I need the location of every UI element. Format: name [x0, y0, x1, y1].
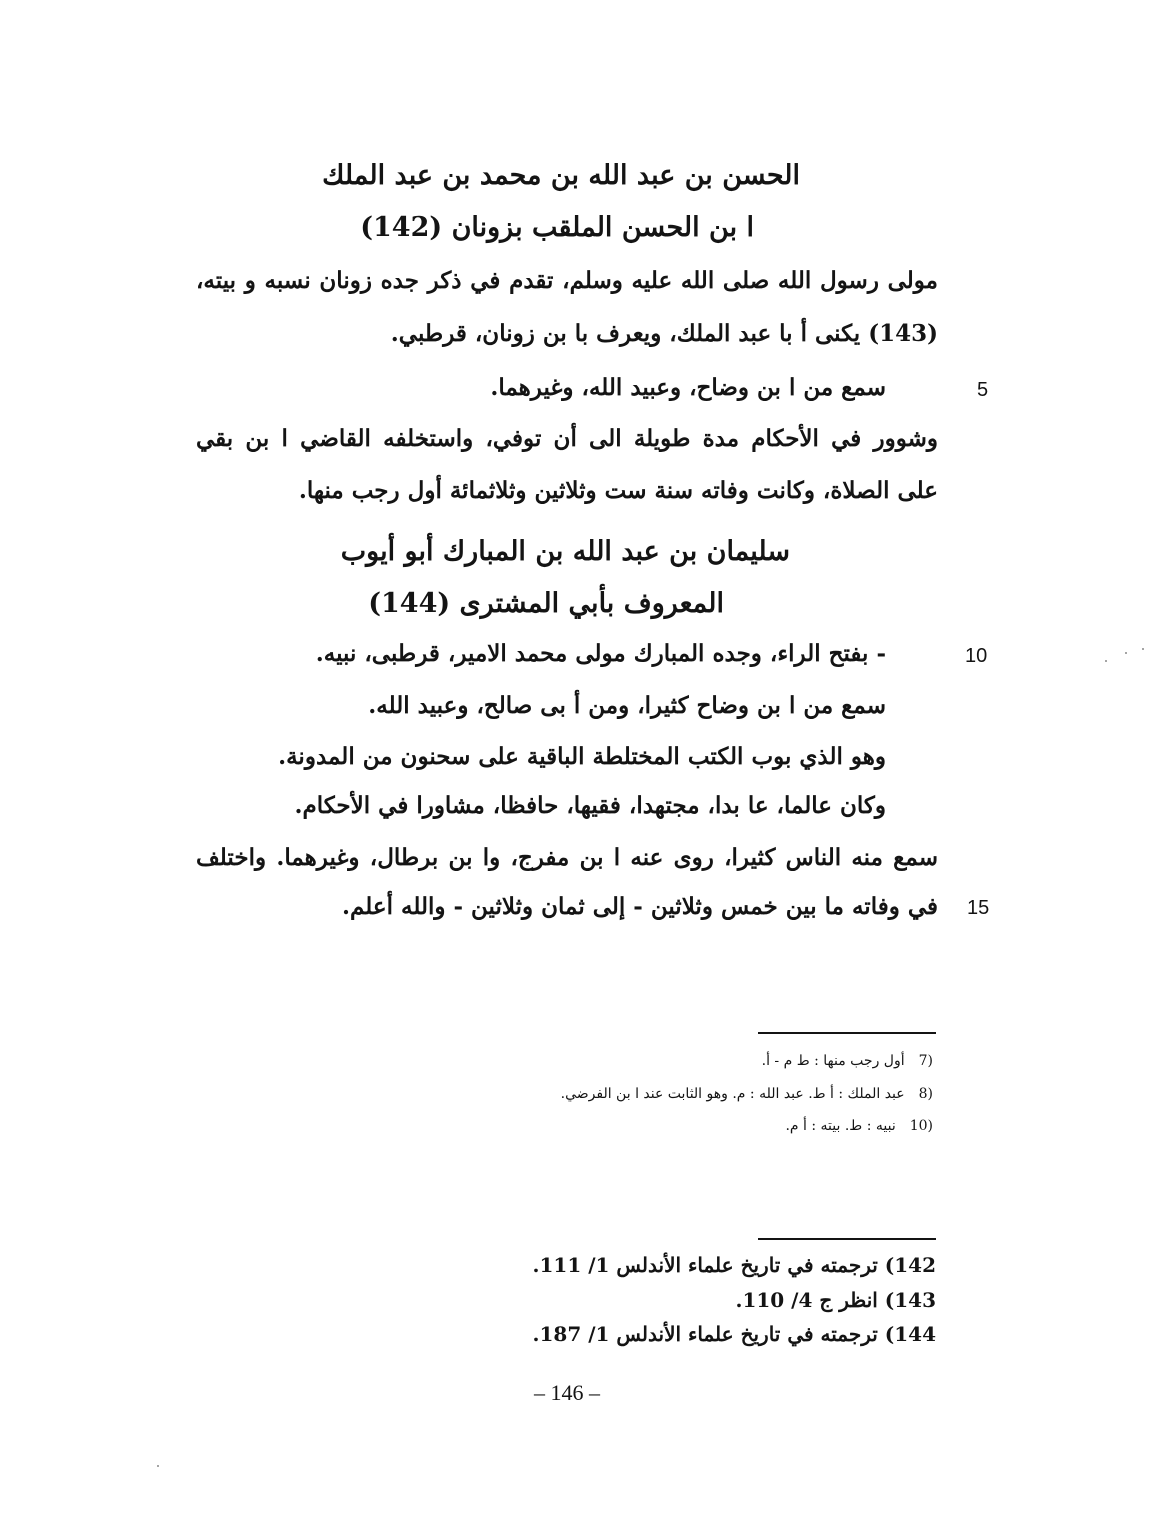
footnote-number: 8) [918, 1086, 933, 1102]
footnote-text: عبد الملك : أ ط. عبد الله : م. وهو الثابت عند ا بن الفرضي. [560, 1086, 905, 1102]
body-line: وشوور في الأحكام مدة طويلة الى أن توفي، واستخلفه القاضي ا بن بقي [196, 425, 938, 452]
body-line: وهو الذي بوب الكتب المختلطة الباقية على سحنون من المدونة. [278, 743, 886, 770]
footnote-separator [758, 1032, 936, 1034]
scan-speck [1105, 660, 1107, 662]
footnote-text: نبيه : ط. بيته : أ م. [785, 1118, 896, 1134]
body-line: مولى رسول الله صلى الله عليه وسلم، تقدم في ذكر جده زونان نسبه و بيته، [196, 267, 938, 294]
reference-note: 144) ترجمته في تاريخ علماء الأندلس 1/ 187. [532, 1322, 936, 1346]
references-separator [758, 1238, 936, 1240]
scan-speck [157, 1465, 159, 1467]
scan-speck [1142, 648, 1144, 650]
scan-speck [1125, 652, 1127, 654]
entry-heading-1: الحسن بن عبد الله بن محمد بن عبد الملك [322, 160, 800, 191]
entry-subheading-1: ا بن الحسن الملقب بزونان (142) [360, 212, 754, 243]
reference-note: 143) انظر ج 4/ 110. [735, 1288, 936, 1312]
footnote [785, 1118, 933, 1135]
body-line: على الصلاة، وكانت وفاته سنة ست وثلاثين وثلاثمائة أول رجب منها. [298, 477, 938, 504]
line-number: 10 [965, 645, 988, 667]
body-line: (143) يكنى أ با عبد الملك، ويعرف با بن زونان، قرطبي. [390, 320, 938, 347]
footnote-text: أول رجب منها : ط م - أ. [761, 1053, 905, 1069]
body-line: في وفاته ما بين خمس وثلاثين - إلى ثمان وثلاثين - والله أعلم. [341, 893, 938, 920]
line-number: 15 [967, 897, 990, 919]
body-line: سمع من ا بن وضاح كثيرا، ومن أ بى صالح، وعبيد الله. [368, 692, 886, 719]
entry-subheading-2: المعروف بأبي المشترى (144) [368, 588, 724, 619]
body-line: وكان عالما، عا بدا، مجتهدا، فقيها، حافظا، مشاورا في الأحكام. [294, 792, 886, 819]
entry-heading-2: سليمان بن عبد الله بن المبارك أبو أيوب [340, 536, 790, 567]
body-line: سمع من ا بن وضاح، وعبيد الله، وغيرهما. [490, 374, 886, 401]
body-line: سمع منه الناس كثيرا، روى عنه ا بن مفرج، وا بن برطال، وغيرهما. واختلف [196, 844, 938, 871]
footnote-number: 7) [918, 1053, 933, 1069]
line-number: 5 [977, 379, 989, 401]
footnote [762, 1053, 933, 1070]
page-number: – 146 – [534, 1380, 600, 1405]
footnote [561, 1086, 933, 1103]
body-line: - بفتح الراء، وجده المبارك مولى محمد الامير، قرطبى، نبيه. [315, 640, 886, 667]
footnote-number: 10) [909, 1118, 933, 1134]
reference-note: 142) ترجمته في تاريخ علماء الأندلس 1/ 111. [532, 1253, 936, 1277]
